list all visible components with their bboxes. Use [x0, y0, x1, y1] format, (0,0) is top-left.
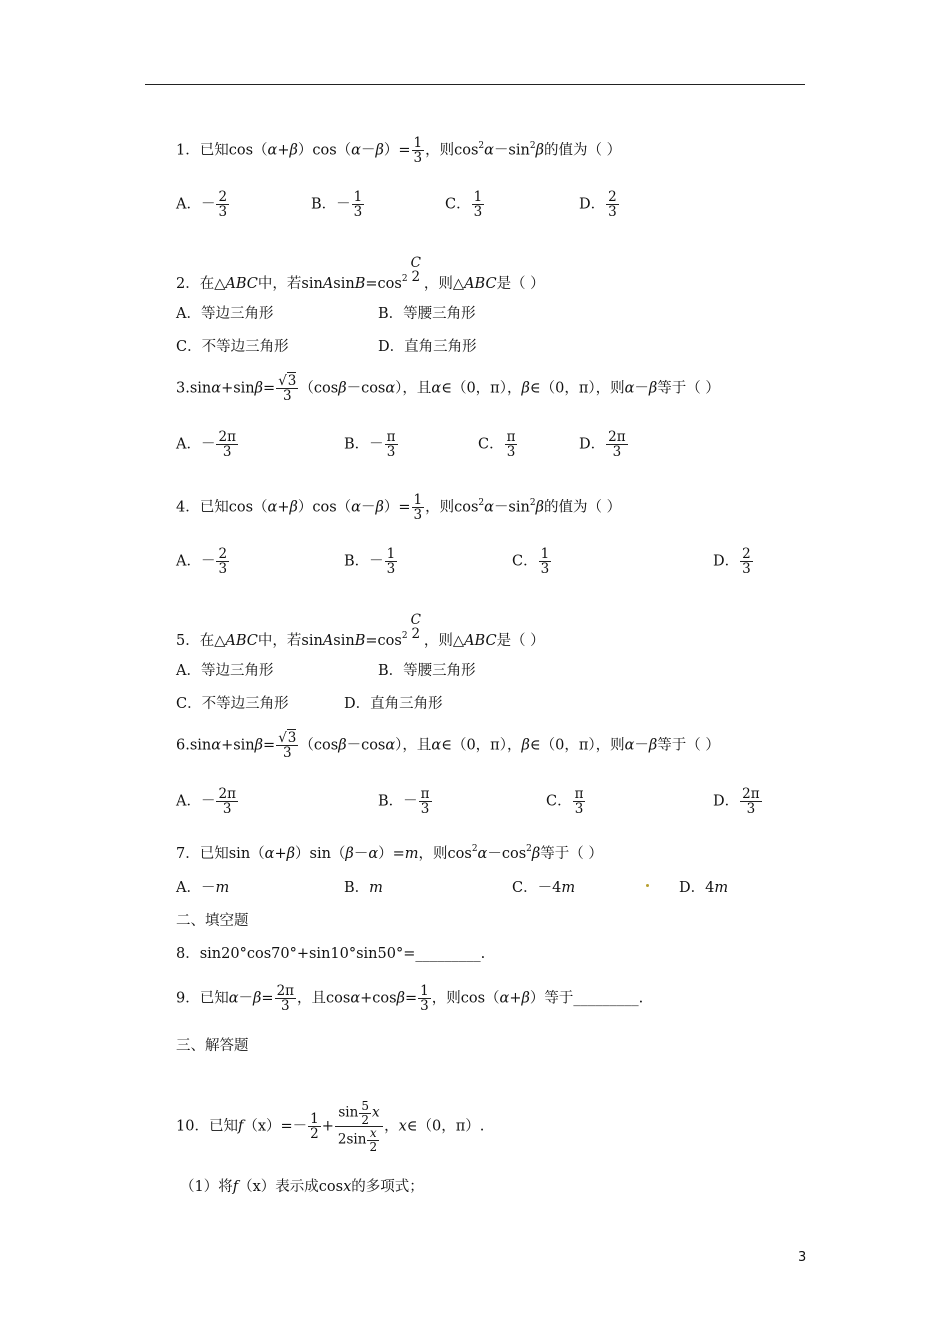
q7-option-a: A．－m — [176, 880, 230, 896]
q5-option-a: A．等边三角形 — [176, 663, 274, 679]
fraction: $\frac{1}{3}$ — [413, 135, 423, 167]
question-7: 7．已知sin（α+β）sin（β－α）=m，则$\cos^2\alpha-\cos^2\beta$等于（ ） — [176, 844, 603, 862]
q1-option-d: D． $\frac{2}{3}$ — [579, 189, 617, 221]
q1-option-a: A．－ $\frac{2}{3}$ — [176, 189, 228, 221]
question-10-part-1: （1）将f（x）表示成cosx的多项式； — [180, 1179, 424, 1195]
q4-option-b: B．－ $\frac{1}{3}$ — [344, 546, 396, 578]
q4-option-c: C． $\frac{1}{3}$ — [512, 546, 550, 578]
q6-option-d: D． $\frac{2\pi}{3}$ — [713, 786, 760, 818]
question-3: 3.sinα+sinβ= $\frac{√3}{3}$ （cosβ－cosα），且α∈（0，π），β∈（0，π），则α－β等于（ ） — [176, 373, 720, 405]
question-9: 9．已知α－β= $\frac{2\pi}{3}$ ，且cosα+cosβ= $\frac{1}{3}$ ，则cos（α+β）等于_________. — [176, 983, 644, 1015]
q3-option-b: B．－ $\frac{\pi}{3}$ — [344, 429, 396, 461]
section-solutions: 三、解答题 — [176, 1038, 249, 1054]
q3-option-c: C． $\frac{\pi}{3}$ — [478, 429, 516, 461]
q5-option-d: D．直角三角形 — [344, 696, 443, 712]
q6-option-a: A．－ $\frac{2\pi}{3}$ — [176, 786, 236, 818]
q7-option-c: C．－4m — [512, 880, 576, 896]
q1-option-b: B．－ $\frac{1}{3}$ — [311, 189, 363, 221]
q4-option-a: A．－ $\frac{2}{3}$ — [176, 546, 228, 578]
question-1: 1．已知cos（α+β）cos（α－β）= $\frac{1}{3}$ ，则$\cos^2\alpha-\sin^2\beta$的值为（ ） — [176, 135, 622, 167]
q7-option-b: B．m — [344, 880, 383, 896]
q6-option-b: B．－ $\frac{\pi}{3}$ — [378, 786, 430, 818]
q7-option-d: D．4m — [679, 880, 729, 896]
q5-option-b: B．等腰三角形 — [378, 663, 476, 679]
question-4: 4．已知cos（α+β）cos（α－β）= $\frac{1}{3}$ ，则$\cos^2\alpha-\sin^2\beta$的值为（ ） — [176, 492, 622, 524]
question-6: 6.sinα+sinβ= $\frac{√3}{3}$ （cosβ－cosα），且α∈（0，π），β∈（0，π），则α－β等于（ ） — [176, 730, 720, 762]
q5-option-c: C．不等边三角形 — [176, 696, 289, 712]
q2-option-a: A．等边三角形 — [176, 306, 274, 322]
q2-option-d: D．直角三角形 — [378, 339, 477, 355]
question-10: 10．已知f（x）=－ $\frac{1}{2}$ + sin $\frac{5}{2}$ x 2sin $\frac{x}{2}$ ，x∈（0，π）. — [176, 1099, 485, 1154]
q6-option-c: C． $\frac{\pi}{3}$ — [546, 786, 584, 818]
q3-option-d: D． $\frac{2\pi}{3}$ — [579, 429, 626, 461]
q4-option-d: D． $\frac{2}{3}$ — [713, 546, 751, 578]
q1-option-c: C． $\frac{1}{3}$ — [445, 189, 483, 221]
question-5: 5．在△ABC中，若$sinAsinB=\cos^2$ C 2 ，则△ABC是（ ） — [176, 612, 545, 650]
stray-dot — [646, 884, 649, 887]
page-number: 3 — [798, 1250, 807, 1265]
question-8: 8．sin20°cos70°+sin10°sin50°=_________. — [176, 946, 486, 962]
q2-option-b: B．等腰三角形 — [378, 306, 476, 322]
header-rule — [145, 84, 805, 85]
question-2: 2．在△ABC中，若$sinAsinB=\cos^2$ C 2 ，则△ABC是（ ） — [176, 255, 545, 293]
q3-option-a: A．－ $\frac{2\pi}{3}$ — [176, 429, 236, 461]
section-fill-in: 二、填空题 — [176, 913, 249, 929]
q2-option-c: C．不等边三角形 — [176, 339, 289, 355]
